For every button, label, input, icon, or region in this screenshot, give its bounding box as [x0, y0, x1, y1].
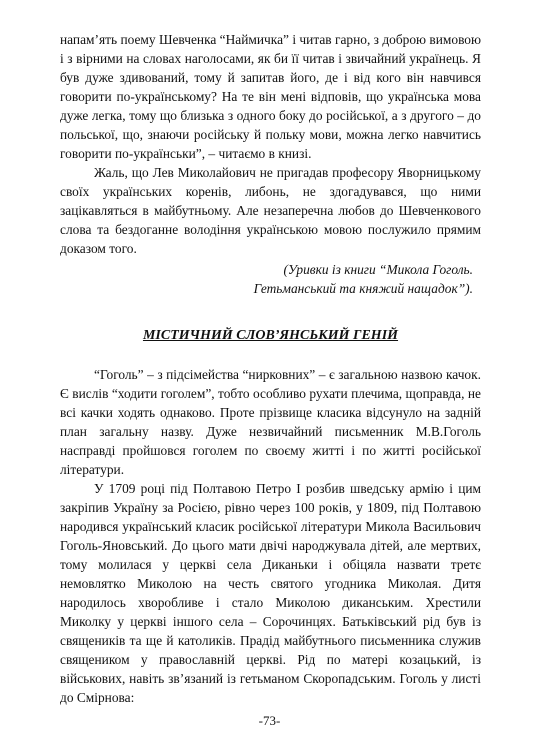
paragraph-continuation: напам’ять поему Шевченка “Наймичка” і читав гарно, з доброю вимовою і з вірними на словах наголосами, як би її читав і звичайний українець. Я був дуже здивований, тому й запитав його, де і від кого він навчився говорити по-українському? На те він мені відповів, що українська мова дуже легка, тому що близька з одного боку до російської, а з другого – до польської, що, знаючи російську й польку мови, можна легко навчитись говорити по-українськи”, – читаємо в книзі. — [60, 32, 481, 161]
page-number: -73- — [258, 713, 281, 728]
paragraph-gogol-name: “Гоголь” – з підсімейства “нирковних” – є загальною назвою качок. Є вислів “ходити гоголем”, тобто особливо рухати плечима, щоправда, не всі качки ходять однаково. Проте прізвище класика відсунуло на задній план загальну назву. Дуже незвичайний письменник М.В.Гоголь насправді пройшовся гоголем по своєму житті і по житті російської літератури. — [60, 367, 481, 477]
source-line-2: Гетьманський та княжий нащадок”). — [253, 281, 473, 296]
source-line-1: (Уривки із книги “Микола Гоголь. — [283, 262, 473, 277]
paragraph-gogol-birth: У 1709 році під Полтавою Петро І розбив шведську армію і цим закріпив Україну за Росією, рівно через 100 років, у 1809, під Полтавою народився український класик російської літератури Микола Васильович Гоголь-Яновський. До цього мати двічі народжувала дітей, але мертвих, тому молилася у церкві села Диканьки і обіцяла назвати третє немовлятко Миколою на честь святого угодника Миколая. Дитя народилось хворобливе і стало Миколою диканським. Хрестили Миколку у церкві іншого села – Сорочинцях. Батьківський рід був із священиків та ще й католиків. Прадід майбутнього письменника служив священиком у православній церкві. Рід по матері козацький, із військових, навіть зв’язаний із гетьманом Скоропадським. Гоголь у листі до Смірнова: — [60, 481, 481, 705]
section-heading: МІСТИЧНИЙ СЛОВ’ЯНСЬКИЙ ГЕНІЙ — [142, 328, 399, 343]
paragraph-tolstoy-roots: Жаль, що Лев Миколайович не пригадав професору Яворницькому своїх українських коренів, либонь, не здогадувався, що ними зацікавляться в майбутньому. Але незаперечна любов до Шевченкового слова та бездоганне володіння українською мовою послужило прямим доказом того. — [60, 165, 481, 256]
source-citation — [60, 260, 481, 298]
